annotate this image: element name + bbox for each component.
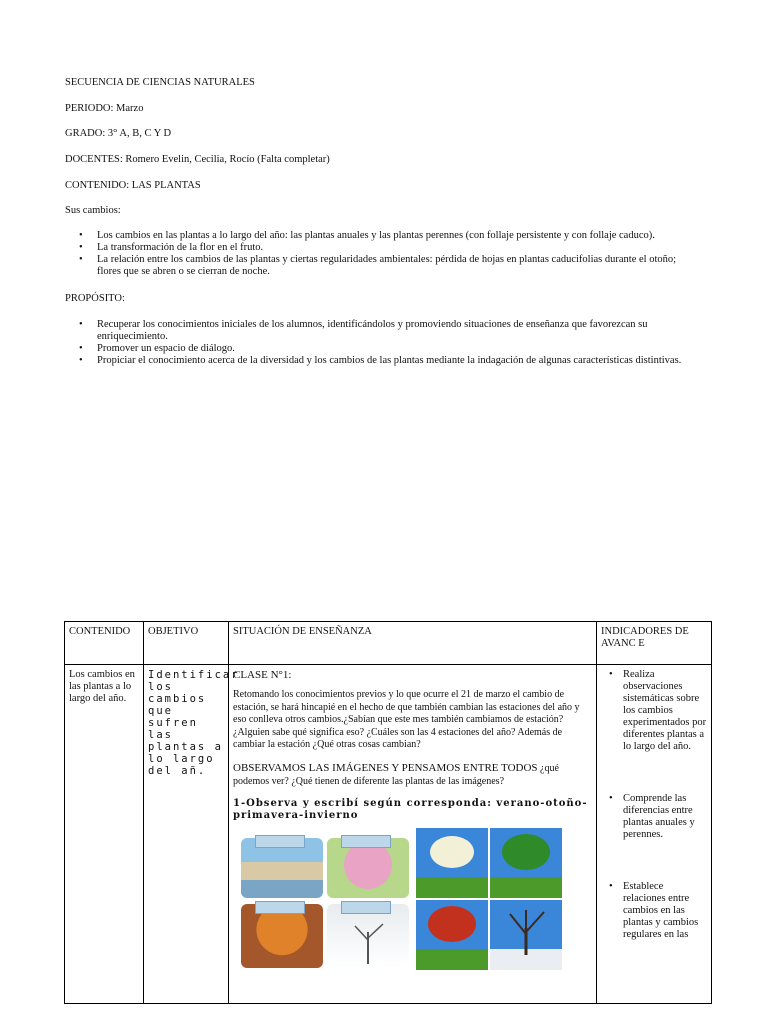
docentes-line: DOCENTES: Romero Evelin, Cecilia, Rocío (Falta completar) (65, 154, 330, 165)
list-item: • Promover un espacio de diálogo. (79, 343, 699, 355)
header-indicadores: INDICADORES DE AVANC E (597, 622, 712, 665)
proposito-heading: PROPÓSITO: (65, 293, 125, 304)
tree-crown (502, 834, 550, 870)
autumn-park-image (241, 904, 323, 968)
list-item: • Establece relaciones entre cambios en las plantas y cambios regulares en las (601, 881, 707, 941)
header-objetivo: OBJETIVO (144, 622, 229, 665)
observamos-paragraph (233, 762, 592, 788)
list-item: • La transformación de la flor en el fruto. (79, 242, 699, 254)
observamos-caps: OBSERVAMOS LAS IMÁGENES Y PENSAMOS ENTRE TODOS (233, 761, 538, 774)
cell-situacion (229, 665, 597, 1004)
winter-snow-image (327, 904, 409, 968)
list-item: • Recuperar los conocimientos iniciales de los alumnos, identificándolos y promoviendo situaciones de enseñanza que favorezcan su enriquecimiento. (79, 319, 699, 343)
label-box (255, 901, 305, 914)
periodo-line: PERIODO: Marzo (65, 103, 144, 114)
observamos-rest: ¿qué podemos ver? ¿Qué tienen de diferente las plantas de las imágenes? (233, 762, 559, 787)
season-images (233, 828, 592, 978)
list-item: • Propiciar el conocimiento acerca de la diversidad y los cambios de las plantas mediante la indagación de algunas características distintivas. (79, 355, 699, 367)
tree-autumn-image (416, 900, 488, 970)
situacion-paragraph: Retomando los conocimientos previos y lo que ocurre el 21 de marzo el cambio de estación, se hará hincapié en el hecho de que también cambian las estaciones del año y eso conlleva otros cambios.¿Sabían que este mes también cambiamos de estación? ¿Alguien sabe qué significa eso? ¿Cuáles son las 4 estaciones del año? Además de cambiar la estación ¿Qué otras cosas cambian? (233, 689, 580, 750)
list-item: • Comprende las diferencias entre plantas anuales y perennes. (601, 793, 707, 841)
label-box (255, 835, 305, 848)
bare-tree-icon (327, 904, 409, 968)
contenido-line: CONTENIDO: LAS PLANTAS (65, 180, 201, 191)
cell-objetivo: Identificar los cambios que sufren las plantas a lo largo del añ. (144, 665, 229, 1004)
cell-indicadores (597, 665, 712, 1004)
header-contenido: CONTENIDO (65, 622, 144, 665)
beach-summer-image (241, 838, 323, 898)
list-item: • Los cambios en las plantas a lo largo del año: las plantas anuales y las plantas perennes (con follaje persistente y con follaje caduco). (79, 230, 699, 242)
bare-tree-icon (490, 900, 562, 970)
tree-seasons-grid (416, 828, 562, 970)
cambios-list (79, 230, 699, 278)
cambios-heading: Sus cambios: (65, 205, 121, 216)
tree-crown (428, 906, 476, 942)
doc-title: SECUENCIA DE CIENCIAS NATURALES (65, 77, 255, 88)
label-box (341, 835, 391, 848)
grado-line: GRADO: 3° A, B, C Y D (65, 128, 172, 139)
tree-summer-image (490, 828, 562, 898)
planning-table (64, 621, 712, 1004)
cell-contenido: Los cambios en las plantas a lo largo del año. (65, 665, 144, 1004)
header-situacion: SITUACIÓN DE ENSEÑANZA (229, 622, 597, 665)
clase-label: CLASE N°1: (233, 669, 292, 681)
list-item: • La relación entre los cambios de las plantas y ciertas regularidades ambientales: pérdida de hojas en plantas caducifolias durante el otoño; flores que se abren o se cierran de noche. (79, 254, 699, 278)
indicadores-list (601, 669, 707, 941)
tree-spring-image (416, 828, 488, 898)
tree-winter-image (490, 900, 562, 970)
activity-instruction: 1-Observa y escribí según corresponda: verano-otoño-primavera-invierno (233, 797, 588, 821)
table-row (65, 665, 712, 1004)
table-header-row (65, 622, 712, 665)
tree-crown (430, 836, 474, 868)
blossom-spring-image (327, 838, 409, 898)
list-item: • Realiza observaciones sistemáticas sobre los cambios experimentados por diferentes plantas a lo largo del año. (601, 669, 707, 753)
proposito-list (79, 319, 699, 367)
